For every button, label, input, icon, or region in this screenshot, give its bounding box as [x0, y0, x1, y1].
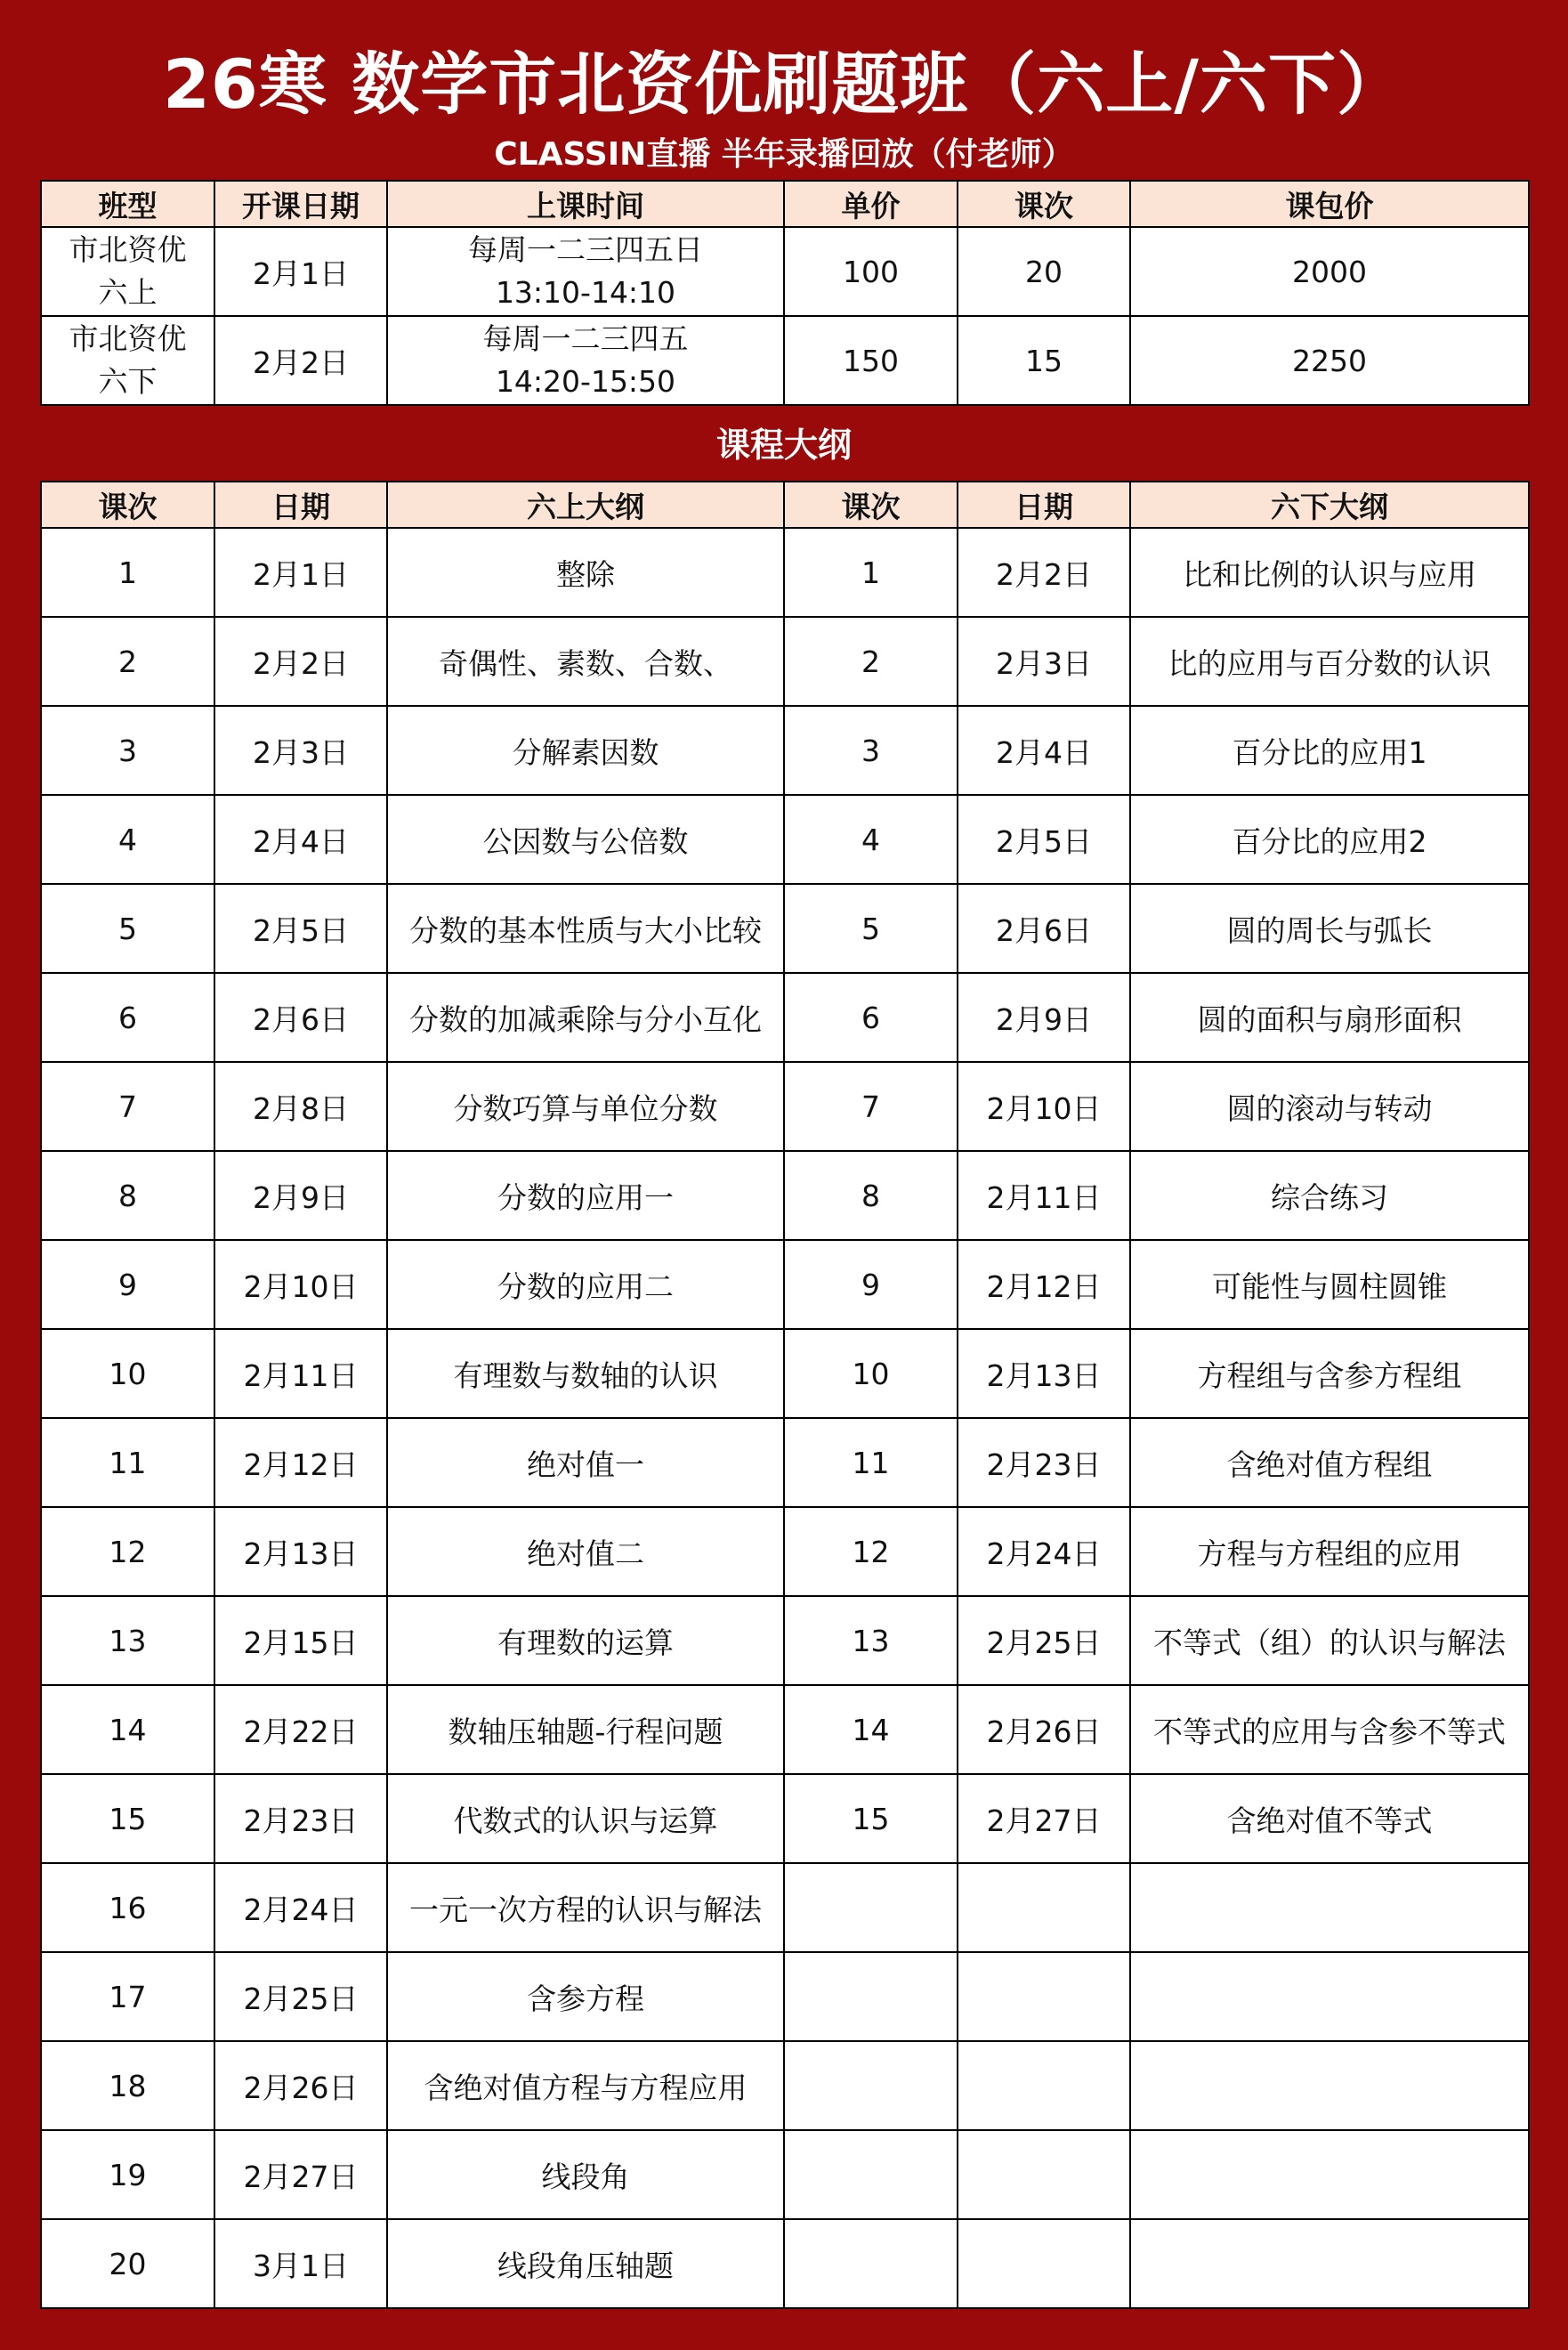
date-lower-cell: 2月13日: [958, 1329, 1130, 1418]
lesson-no-upper-cell: 5: [41, 884, 214, 973]
header-date-upper: 日期: [214, 482, 387, 528]
lesson-no-upper-cell: 20: [41, 2219, 214, 2308]
date-upper-cell: 2月9日: [214, 1151, 387, 1240]
header-outline-upper: 六上大纲: [387, 482, 784, 528]
topic-upper-cell: 线段角: [387, 2130, 784, 2219]
lesson-no-lower-cell: [784, 2041, 958, 2130]
topic-lower-cell: 含绝对值不等式: [1130, 1774, 1529, 1863]
header-unit-price: 单价: [784, 181, 958, 227]
topic-upper-cell: 有理数与数轴的认识: [387, 1329, 784, 1418]
date-upper-cell: 2月23日: [214, 1774, 387, 1863]
lesson-no-lower-cell: [784, 1952, 958, 2041]
class-type-cell: [41, 316, 214, 405]
schedule-time: 14:20-15:50: [495, 364, 676, 399]
date-lower-cell: [958, 2041, 1130, 2130]
date-upper-cell: 2月27日: [214, 2130, 387, 2219]
lesson-no-lower-cell: 11: [784, 1418, 958, 1507]
schedule-cell: [387, 227, 784, 316]
sessions-cell: 15: [958, 316, 1130, 405]
lesson-no-upper-cell: 13: [41, 1596, 214, 1685]
date-lower-cell: 2月5日: [958, 795, 1130, 884]
header-package-price: 课包价: [1130, 181, 1529, 227]
sessions-cell: 20: [958, 227, 1130, 316]
unit-price-cell: 100: [784, 227, 958, 316]
lesson-no-lower-cell: 14: [784, 1685, 958, 1774]
outline-row: [41, 1863, 1529, 1952]
outline-header-row: [41, 482, 1529, 528]
outline-row: [41, 1151, 1529, 1240]
topic-lower-cell: 比的应用与百分数的认识: [1130, 617, 1529, 706]
lesson-no-lower-cell: [784, 1863, 958, 1952]
topic-lower-cell: 百分比的应用2: [1130, 795, 1529, 884]
topic-upper-cell: 分数巧算与单位分数: [387, 1062, 784, 1151]
page-subtitle: CLASSIN直播 半年录播回放（付老师）: [494, 136, 1074, 173]
lesson-no-upper-cell: 11: [41, 1418, 214, 1507]
class-type-line2: 六下: [98, 364, 158, 399]
lesson-no-upper-cell: 2: [41, 617, 214, 706]
date-upper-cell: 2月2日: [214, 617, 387, 706]
topic-upper-cell: 绝对值二: [387, 1507, 784, 1596]
lesson-no-upper-cell: 15: [41, 1774, 214, 1863]
outline-row: [41, 2130, 1529, 2219]
header-sessions: 课次: [958, 181, 1130, 227]
date-lower-cell: 2月26日: [958, 1685, 1130, 1774]
date-lower-cell: 2月2日: [958, 528, 1130, 617]
topic-upper-cell: 分数的应用二: [387, 1240, 784, 1329]
topic-upper-cell: 含参方程: [387, 1952, 784, 2041]
topic-upper-cell: 整除: [387, 528, 784, 617]
lesson-no-upper-cell: 7: [41, 1062, 214, 1151]
page-title: 26寒 数学市北资优刷题班（六上/六下）: [163, 45, 1405, 124]
class-type-cell: [41, 227, 214, 316]
topic-upper-cell: 分数的应用一: [387, 1151, 784, 1240]
start-date-cell: 2月1日: [214, 227, 387, 316]
outline-body: [41, 528, 1529, 2308]
topic-upper-cell: 数轴压轴题-行程问题: [387, 1685, 784, 1774]
header-start-date: 开课日期: [214, 181, 387, 227]
date-lower-cell: [958, 1863, 1130, 1952]
topic-lower-cell: [1130, 2041, 1529, 2130]
lesson-no-upper-cell: 19: [41, 2130, 214, 2219]
lesson-no-lower-cell: [784, 2130, 958, 2219]
date-lower-cell: 2月11日: [958, 1151, 1130, 1240]
outline-row: [41, 1596, 1529, 1685]
topic-lower-cell: [1130, 1863, 1529, 1952]
lesson-no-upper-cell: 12: [41, 1507, 214, 1596]
lesson-no-lower-cell: 13: [784, 1596, 958, 1685]
topic-upper-cell: 分数的加减乘除与分小互化: [387, 973, 784, 1062]
lesson-no-lower-cell: 15: [784, 1774, 958, 1863]
topic-lower-cell: 不等式的应用与含参不等式: [1130, 1685, 1529, 1774]
lesson-no-upper-cell: 14: [41, 1685, 214, 1774]
date-upper-cell: 2月6日: [214, 973, 387, 1062]
date-lower-cell: 2月6日: [958, 884, 1130, 973]
start-date-cell: 2月2日: [214, 316, 387, 405]
date-lower-cell: 2月4日: [958, 706, 1130, 795]
outline-row: [41, 1329, 1529, 1418]
date-upper-cell: 2月25日: [214, 1952, 387, 2041]
lesson-no-lower-cell: 3: [784, 706, 958, 795]
topic-lower-cell: [1130, 2130, 1529, 2219]
topic-lower-cell: 方程组与含参方程组: [1130, 1329, 1529, 1418]
schedule-days: 每周一二三四五日: [468, 232, 703, 267]
date-upper-cell: 2月26日: [214, 2041, 387, 2130]
schedule-time: 13:10-14:10: [495, 275, 676, 310]
topic-lower-cell: 含绝对值方程组: [1130, 1418, 1529, 1507]
lesson-no-lower-cell: 2: [784, 617, 958, 706]
topic-upper-cell: 奇偶性、素数、合数、: [387, 617, 784, 706]
lesson-no-upper-cell: 9: [41, 1240, 214, 1329]
lesson-no-lower-cell: 12: [784, 1507, 958, 1596]
date-lower-cell: [958, 2130, 1130, 2219]
class-type-line1: 市北资优: [69, 321, 187, 356]
lesson-no-upper-cell: 6: [41, 973, 214, 1062]
date-lower-cell: [958, 1952, 1130, 2041]
topic-lower-cell: 比和比例的认识与应用: [1130, 528, 1529, 617]
outline-row: [41, 2041, 1529, 2130]
date-upper-cell: 3月1日: [214, 2219, 387, 2308]
class-info-table: [40, 180, 1530, 406]
date-upper-cell: 2月10日: [214, 1240, 387, 1329]
topic-upper-cell: 公因数与公倍数: [387, 795, 784, 884]
course-outline-table: [40, 481, 1530, 2309]
header-lesson-no-lower: 课次: [784, 482, 958, 528]
outline-row: [41, 1774, 1529, 1863]
outline-row: [41, 973, 1529, 1062]
lesson-no-lower-cell: 4: [784, 795, 958, 884]
lesson-no-lower-cell: 7: [784, 1062, 958, 1151]
class-info-row: [41, 316, 1529, 405]
outline-row: [41, 1062, 1529, 1151]
date-lower-cell: 2月23日: [958, 1418, 1130, 1507]
date-upper-cell: 2月8日: [214, 1062, 387, 1151]
lesson-no-lower-cell: 5: [784, 884, 958, 973]
outline-row: [41, 795, 1529, 884]
topic-lower-cell: 圆的周长与弧长: [1130, 884, 1529, 973]
lesson-no-upper-cell: 4: [41, 795, 214, 884]
class-info-header-row: [41, 181, 1529, 227]
lesson-no-upper-cell: 8: [41, 1151, 214, 1240]
topic-lower-cell: 方程与方程组的应用: [1130, 1507, 1529, 1596]
class-info-row: [41, 227, 1529, 316]
outline-row: [41, 528, 1529, 617]
lesson-no-upper-cell: 3: [41, 706, 214, 795]
date-upper-cell: 2月13日: [214, 1507, 387, 1596]
topic-upper-cell: 有理数的运算: [387, 1596, 784, 1685]
topic-lower-cell: [1130, 1952, 1529, 2041]
date-upper-cell: 2月22日: [214, 1685, 387, 1774]
lesson-no-lower-cell: 1: [784, 528, 958, 617]
date-lower-cell: 2月27日: [958, 1774, 1130, 1863]
lesson-no-lower-cell: 9: [784, 1240, 958, 1329]
topic-lower-cell: 圆的面积与扇形面积: [1130, 973, 1529, 1062]
lesson-no-lower-cell: [784, 2219, 958, 2308]
lesson-no-upper-cell: 16: [41, 1863, 214, 1952]
outline-row: [41, 617, 1529, 706]
lesson-no-upper-cell: 10: [41, 1329, 214, 1418]
outline-title: 课程大纲: [715, 425, 852, 465]
date-lower-cell: 2月3日: [958, 617, 1130, 706]
package-price-cell: 2000: [1130, 227, 1529, 316]
topic-lower-cell: 百分比的应用1: [1130, 706, 1529, 795]
outline-row: [41, 1240, 1529, 1329]
topic-upper-cell: 一元一次方程的认识与解法: [387, 1863, 784, 1952]
date-lower-cell: [958, 2219, 1130, 2308]
topic-lower-cell: 综合练习: [1130, 1151, 1529, 1240]
lesson-no-lower-cell: 10: [784, 1329, 958, 1418]
header-lesson-no-upper: 课次: [41, 482, 214, 528]
date-lower-cell: 2月24日: [958, 1507, 1130, 1596]
topic-upper-cell: 绝对值一: [387, 1418, 784, 1507]
outline-row: [41, 706, 1529, 795]
class-type-line2: 六上: [98, 275, 158, 310]
lesson-no-upper-cell: 1: [41, 528, 214, 617]
date-upper-cell: 2月1日: [214, 528, 387, 617]
header-schedule: 上课时间: [387, 181, 784, 227]
date-lower-cell: 2月10日: [958, 1062, 1130, 1151]
lesson-no-lower-cell: 6: [784, 973, 958, 1062]
header-date-lower: 日期: [958, 482, 1130, 528]
lesson-no-upper-cell: 18: [41, 2041, 214, 2130]
topic-lower-cell: 圆的滚动与转动: [1130, 1062, 1529, 1151]
date-upper-cell: 2月24日: [214, 1863, 387, 1952]
topic-lower-cell: 可能性与圆柱圆锥: [1130, 1240, 1529, 1329]
date-lower-cell: 2月25日: [958, 1596, 1130, 1685]
date-upper-cell: 2月3日: [214, 706, 387, 795]
lesson-no-lower-cell: 8: [784, 1151, 958, 1240]
outline-row: [41, 1952, 1529, 2041]
topic-lower-cell: 不等式（组）的认识与解法: [1130, 1596, 1529, 1685]
date-upper-cell: 2月11日: [214, 1329, 387, 1418]
topic-upper-cell: 代数式的认识与运算: [387, 1774, 784, 1863]
date-lower-cell: 2月12日: [958, 1240, 1130, 1329]
date-lower-cell: 2月9日: [958, 973, 1130, 1062]
outline-row: [41, 1685, 1529, 1774]
date-upper-cell: 2月5日: [214, 884, 387, 973]
topic-lower-cell: [1130, 2219, 1529, 2308]
schedule-cell: [387, 316, 784, 405]
outline-row: [41, 2219, 1529, 2308]
topic-upper-cell: 分数的基本性质与大小比较: [387, 884, 784, 973]
topic-upper-cell: 分解素因数: [387, 706, 784, 795]
topic-upper-cell: 含绝对值方程与方程应用: [387, 2041, 784, 2130]
schedule-days: 每周一二三四五: [482, 321, 689, 356]
unit-price-cell: 150: [784, 316, 958, 405]
class-type-line1: 市北资优: [69, 232, 187, 267]
outline-row: [41, 884, 1529, 973]
outline-row: [41, 1418, 1529, 1507]
header-class-type: 班型: [41, 181, 214, 227]
outline-row: [41, 1507, 1529, 1596]
date-upper-cell: 2月12日: [214, 1418, 387, 1507]
topic-upper-cell: 线段角压轴题: [387, 2219, 784, 2308]
date-upper-cell: 2月15日: [214, 1596, 387, 1685]
header-outline-lower: 六下大纲: [1130, 482, 1529, 528]
package-price-cell: 2250: [1130, 316, 1529, 405]
date-upper-cell: 2月4日: [214, 795, 387, 884]
lesson-no-upper-cell: 17: [41, 1952, 214, 2041]
